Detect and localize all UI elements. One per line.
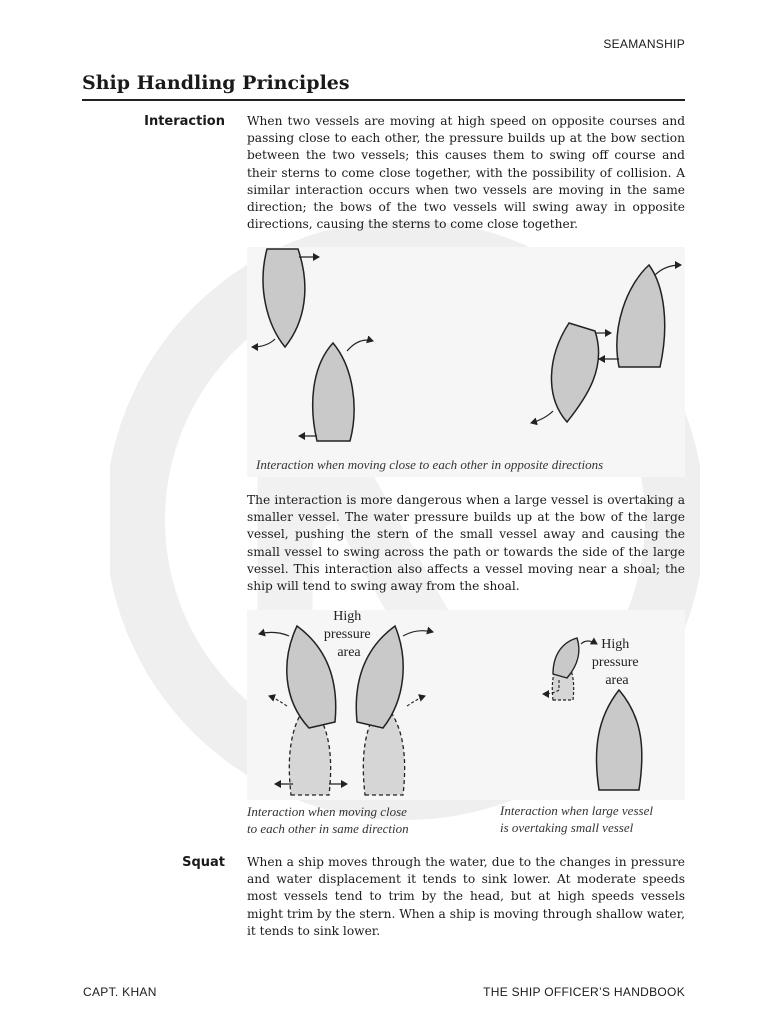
footer-author: CAPT. KHAN xyxy=(83,985,157,999)
figure-1-caption: Interaction when moving close to each other in opposite directions xyxy=(256,457,604,472)
caption-left-line-2: to each other in same direction xyxy=(247,821,409,836)
caption-right-line-1: Interaction when large vessel xyxy=(500,803,653,818)
caption-left-line-1: Interaction when moving close xyxy=(247,804,407,819)
squat-paragraph: When a ship moves through the water, due to the changes in pressure and water displacement it tends to sink lower. At moderate speeds most vessels tend to trim by the head, but at high speeds vessels might trim by the stern. When a ship is moving through shallow water, it tends to sink lower. xyxy=(247,855,685,938)
footer-book-title: THE SHIP OFFICER’S HANDBOOK xyxy=(483,985,685,999)
right-high-pressure-label: High pressure area xyxy=(591,637,639,688)
interaction-paragraph-2: The interaction is more dangerous when a large vessel is overtaking a smaller vessel. The water pressure builds up at the bow of the large vessel, pushing the stern of the small vessel away and causing the small vessel to swing across the path or towards the side of the large vessel. This interaction also affects a vessel moving near a shoal; the ship will tend to swing away from the shoal. xyxy=(247,493,685,594)
header-section: SEAMANSHIP xyxy=(603,37,685,51)
left-high-pressure-label: High pressure area xyxy=(323,610,371,660)
figure-same-direction-and-overtaking xyxy=(247,610,685,800)
caption-right-line-2: is overtaking small vessel xyxy=(500,820,634,835)
figure-opposite-directions xyxy=(247,247,685,477)
figure-2-caption-left xyxy=(247,803,409,837)
title-rule xyxy=(82,99,685,101)
page-title: Ship Handling Principles xyxy=(82,72,350,94)
squat-label: Squat xyxy=(182,855,225,870)
interaction-paragraph-1: When two vessels are moving at high speed on opposite courses and passing close to each other, the pressure builds up at the bow section between the two vessels; this causes them to swing off course and their sterns to come close together, with the possibility of collision. A similar interaction occurs when two vessels are moving in the same direction; the bows of the two vessels will swing away in opposite directions, causing the sterns to come close together. xyxy=(247,114,685,232)
figure-2-caption-right xyxy=(500,802,653,836)
interaction-label: Interaction xyxy=(144,114,225,129)
